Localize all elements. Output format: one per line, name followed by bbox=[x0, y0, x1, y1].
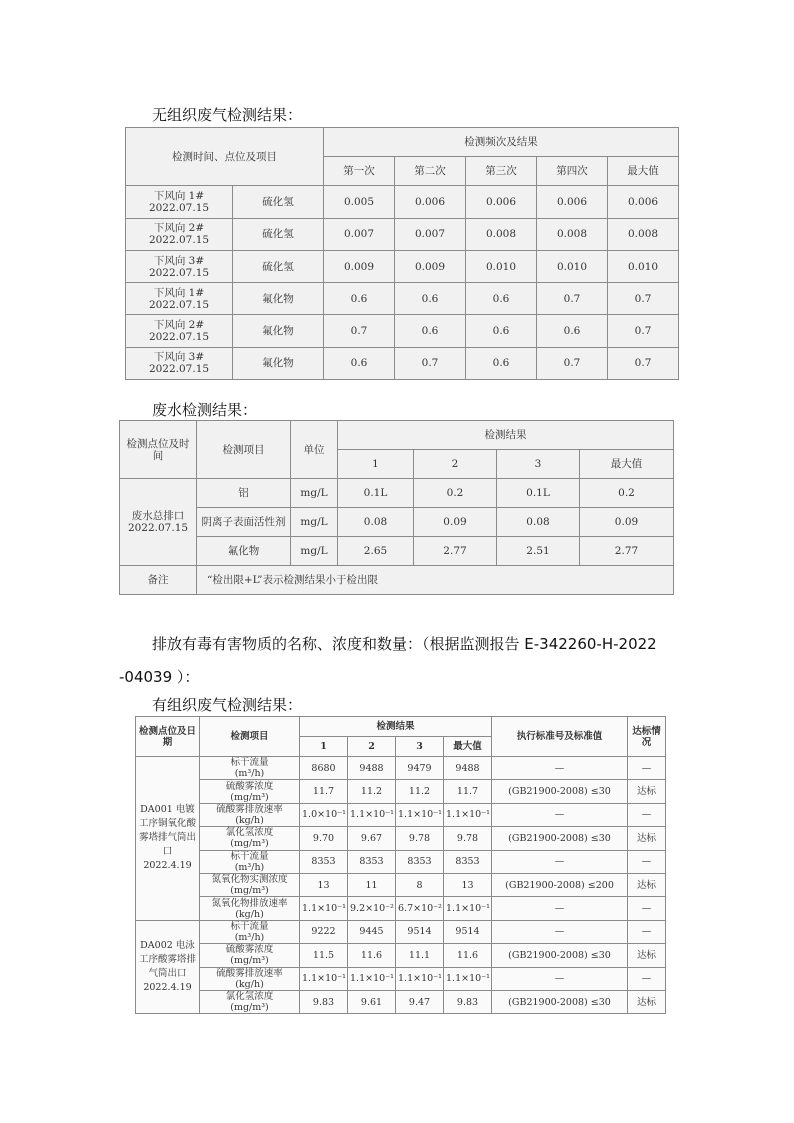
table-row bbox=[136, 757, 666, 780]
value-cell: 11.6 bbox=[348, 944, 396, 967]
value-cell: 2.51 bbox=[497, 537, 580, 566]
col-header: 最大值 bbox=[580, 450, 674, 479]
table-row bbox=[126, 218, 679, 250]
value-cell: 0.7 bbox=[608, 315, 679, 347]
value-cell: 9.78 bbox=[444, 827, 492, 850]
item-cell bbox=[200, 944, 300, 967]
value-cell: 0.6 bbox=[466, 315, 537, 347]
table-fugitive-gas-scan bbox=[125, 127, 678, 380]
col-header: 第四次 bbox=[537, 157, 608, 186]
item-cell: 铝 bbox=[197, 479, 291, 508]
value-cell: 13 bbox=[300, 873, 348, 896]
value-cell: 8353 bbox=[396, 850, 444, 873]
value-cell: 13 bbox=[444, 873, 492, 896]
item-cell bbox=[200, 850, 300, 873]
value-cell: 0.08 bbox=[497, 508, 580, 537]
unit-cell: mg/L bbox=[291, 508, 338, 537]
heading-organized-gas: 有组织废气检测结果： bbox=[152, 696, 303, 714]
item-cell: 氟化物 bbox=[233, 347, 324, 379]
item-unit: (m³/h) bbox=[234, 768, 265, 780]
value-cell: 0.006 bbox=[466, 186, 537, 218]
point-date: 2022.4.19 bbox=[143, 982, 192, 994]
point-cell bbox=[136, 920, 200, 1014]
value-cell: 9.83 bbox=[300, 990, 348, 1013]
item-cell bbox=[200, 990, 300, 1013]
point-date: 2022.07.15 bbox=[148, 202, 210, 215]
value-cell: 1.1×10⁻¹ bbox=[300, 897, 348, 920]
item-name: 标干流量 bbox=[230, 920, 269, 932]
table-row bbox=[136, 803, 666, 826]
item-unit: (mg/m³) bbox=[230, 1002, 269, 1014]
item-name: 硫酸雾排放速率 bbox=[216, 967, 283, 979]
standard-cell: (GB21900-2008) ≤200 bbox=[492, 873, 628, 896]
header-point: 检测点位及时间 bbox=[120, 421, 197, 479]
value-cell: 11 bbox=[348, 873, 396, 896]
value-cell: 11.7 bbox=[444, 780, 492, 803]
header-group: 检测结果 bbox=[338, 421, 674, 450]
item-name: 标干流量 bbox=[230, 757, 269, 769]
status-cell: — bbox=[628, 803, 666, 826]
value-cell: 0.008 bbox=[537, 218, 608, 250]
value-cell: 1.1×10⁻¹ bbox=[444, 803, 492, 826]
item-cell: 阴离子表面活性剂 bbox=[197, 508, 291, 537]
table-row bbox=[136, 873, 666, 896]
item-unit: (kg/h) bbox=[235, 908, 264, 920]
item-unit: (mg/m³) bbox=[230, 838, 269, 850]
table-row bbox=[136, 827, 666, 850]
value-cell: 2.77 bbox=[414, 537, 497, 566]
table-row bbox=[126, 315, 679, 347]
value-cell: 8353 bbox=[348, 850, 396, 873]
standard-cell: (GB21900-2008) ≤30 bbox=[492, 990, 628, 1013]
status-cell: 达标 bbox=[628, 780, 666, 803]
header-left: 检测时间、点位及项目 bbox=[126, 128, 324, 186]
col-header: 1 bbox=[300, 737, 348, 757]
standard-cell: — bbox=[492, 967, 628, 990]
value-cell: 6.7×10⁻² bbox=[396, 897, 444, 920]
point-date: 2022.07.15 bbox=[148, 266, 210, 279]
value-cell: 11.1 bbox=[396, 944, 444, 967]
status-cell: 达标 bbox=[628, 827, 666, 850]
item-unit: (m³/h) bbox=[234, 931, 265, 943]
header-item: 检测项目 bbox=[200, 717, 300, 757]
value-cell: 0.009 bbox=[395, 250, 466, 282]
value-cell: 11.5 bbox=[300, 944, 348, 967]
col-header: 第二次 bbox=[395, 157, 466, 186]
value-cell: 0.2 bbox=[414, 479, 497, 508]
item-unit: (mg/m³) bbox=[230, 791, 269, 803]
value-cell: 1.0×10⁻¹ bbox=[300, 803, 348, 826]
col-header: 2 bbox=[348, 737, 396, 757]
item-unit: (kg/h) bbox=[235, 814, 264, 826]
header-group: 检测结果 bbox=[300, 717, 492, 737]
table-row bbox=[126, 347, 679, 379]
value-cell: 0.09 bbox=[580, 508, 674, 537]
value-cell: 11.2 bbox=[348, 780, 396, 803]
unit-cell: mg/L bbox=[291, 537, 338, 566]
col-header: 3 bbox=[497, 450, 580, 479]
value-cell: 0.6 bbox=[395, 283, 466, 315]
status-cell: — bbox=[628, 850, 666, 873]
header-standard: 执行标准号及标准值 bbox=[492, 717, 628, 757]
status-cell: 达标 bbox=[628, 990, 666, 1013]
table-wastewater-scan bbox=[119, 420, 673, 594]
header-point: 检测点位及日期 bbox=[136, 717, 200, 757]
value-cell: 0.009 bbox=[324, 250, 395, 282]
item-name: 标干流量 bbox=[230, 850, 269, 862]
standard-cell: — bbox=[492, 897, 628, 920]
standard-cell: — bbox=[492, 850, 628, 873]
point-name: 下风向 3# bbox=[153, 254, 205, 267]
item-cell: 氟化物 bbox=[197, 537, 291, 566]
point-date: 2022.07.15 bbox=[148, 363, 210, 376]
value-cell: 9488 bbox=[444, 757, 492, 780]
item-unit: (mg/m³) bbox=[230, 955, 269, 967]
point-cell bbox=[126, 315, 233, 347]
standard-cell: (GB21900-2008) ≤30 bbox=[492, 780, 628, 803]
standard-cell: (GB21900-2008) ≤30 bbox=[492, 827, 628, 850]
value-cell: 9.70 bbox=[300, 827, 348, 850]
value-cell: 9.2×10⁻² bbox=[348, 897, 396, 920]
header-group: 检测频次及结果 bbox=[324, 128, 679, 157]
table-row bbox=[126, 186, 679, 218]
status-cell: — bbox=[628, 920, 666, 943]
col-header: 第三次 bbox=[466, 157, 537, 186]
value-cell: 9222 bbox=[300, 920, 348, 943]
point-cell bbox=[126, 186, 233, 218]
value-cell: 0.006 bbox=[395, 186, 466, 218]
point-cell bbox=[126, 347, 233, 379]
table-wastewater bbox=[119, 420, 674, 595]
item-name: 硫酸雾浓度 bbox=[225, 780, 274, 792]
value-cell: 9.78 bbox=[396, 827, 444, 850]
item-cell: 硫化氢 bbox=[233, 250, 324, 282]
value-cell: 0.007 bbox=[324, 218, 395, 250]
item-name: 氮氧化物排放速率 bbox=[211, 897, 288, 909]
point-date: 2022.07.15 bbox=[148, 234, 210, 247]
discharge-line-1: 排放有毒有害物质的名称、浓度和数量：（根据监测报告 E-342260-H-2022 bbox=[152, 635, 657, 653]
value-cell: 0.6 bbox=[466, 283, 537, 315]
value-cell: 0.1L bbox=[338, 479, 414, 508]
value-cell: 9445 bbox=[348, 920, 396, 943]
value-cell: 0.7 bbox=[395, 347, 466, 379]
item-cell bbox=[200, 780, 300, 803]
table-row bbox=[136, 990, 666, 1013]
value-cell: 1.1×10⁻¹ bbox=[348, 967, 396, 990]
value-cell: 2.65 bbox=[338, 537, 414, 566]
point-name: DA002 电泳工序酸雾塔排气筒出口 bbox=[138, 940, 196, 980]
item-unit: (mg/m³) bbox=[230, 885, 269, 897]
item-cell bbox=[200, 873, 300, 896]
standard-cell: — bbox=[492, 803, 628, 826]
unit-cell: mg/L bbox=[291, 479, 338, 508]
item-cell bbox=[200, 920, 300, 943]
value-cell: 9514 bbox=[444, 920, 492, 943]
col-header: 2 bbox=[414, 450, 497, 479]
item-unit: (m³/h) bbox=[234, 861, 265, 873]
value-cell: 9.47 bbox=[396, 990, 444, 1013]
item-name: 氯化氢浓度 bbox=[225, 827, 274, 839]
item-cell bbox=[200, 803, 300, 826]
point-date: 2022.4.19 bbox=[143, 860, 192, 872]
item-unit: (kg/h) bbox=[235, 978, 264, 990]
value-cell: 8 bbox=[396, 873, 444, 896]
item-name: 硫酸雾排放速率 bbox=[216, 803, 283, 815]
value-cell: 0.08 bbox=[338, 508, 414, 537]
item-name: 硫酸雾浓度 bbox=[225, 944, 274, 956]
point-cell bbox=[126, 283, 233, 315]
table-organized-gas-scan bbox=[135, 716, 665, 1014]
header-status: 达标情况 bbox=[628, 717, 666, 757]
value-cell: 0.6 bbox=[324, 347, 395, 379]
value-cell: 9514 bbox=[396, 920, 444, 943]
note-label: 备注 bbox=[120, 566, 197, 595]
table-row bbox=[136, 967, 666, 990]
status-cell: 达标 bbox=[628, 873, 666, 896]
value-cell: 0.6 bbox=[537, 315, 608, 347]
item-name: 氯化氢浓度 bbox=[225, 991, 274, 1003]
value-cell: 0.2 bbox=[580, 479, 674, 508]
value-cell: 0.7 bbox=[324, 315, 395, 347]
heading-wastewater: 废水检测结果： bbox=[152, 401, 258, 419]
value-cell: 9488 bbox=[348, 757, 396, 780]
item-cell: 氟化物 bbox=[233, 283, 324, 315]
table-row bbox=[126, 250, 679, 282]
value-cell: 9.61 bbox=[348, 990, 396, 1013]
value-cell: 8680 bbox=[300, 757, 348, 780]
table-row bbox=[136, 780, 666, 803]
point-name: DA001 电镀工序铜氧化酸雾塔排气筒出口 bbox=[138, 804, 196, 858]
value-cell: 1.1×10⁻¹ bbox=[396, 803, 444, 826]
note-text: “检出限+L”表示检测结果小于检出限 bbox=[197, 566, 674, 595]
status-cell: — bbox=[628, 897, 666, 920]
table-fugitive-gas bbox=[125, 127, 679, 380]
table-organized-gas bbox=[135, 716, 666, 1014]
item-cell bbox=[200, 897, 300, 920]
value-cell: 0.7 bbox=[537, 283, 608, 315]
value-cell: 0.7 bbox=[608, 347, 679, 379]
point-name: 下风向 2# bbox=[153, 222, 205, 235]
col-header: 最大值 bbox=[444, 737, 492, 757]
col-header: 1 bbox=[338, 450, 414, 479]
point-name: 下风向 2# bbox=[153, 319, 205, 332]
point-cell: 废水总排口 2022.07.15 bbox=[120, 479, 197, 566]
value-cell: 0.010 bbox=[537, 250, 608, 282]
value-cell: 0.006 bbox=[608, 186, 679, 218]
standard-cell: — bbox=[492, 920, 628, 943]
table-row bbox=[136, 897, 666, 920]
header-item: 检测项目 bbox=[197, 421, 291, 479]
item-cell bbox=[200, 827, 300, 850]
point-date: 2022.07.15 bbox=[148, 331, 210, 344]
point-cell bbox=[136, 757, 200, 921]
value-cell: 9.83 bbox=[444, 990, 492, 1013]
value-cell: 11.7 bbox=[300, 780, 348, 803]
value-cell: 0.010 bbox=[466, 250, 537, 282]
point-cell bbox=[126, 250, 233, 282]
value-cell: 0.1L bbox=[497, 479, 580, 508]
value-cell: 0.010 bbox=[608, 250, 679, 282]
value-cell: 0.6 bbox=[466, 347, 537, 379]
point-name: 下风向 3# bbox=[153, 351, 205, 364]
value-cell: 0.008 bbox=[466, 218, 537, 250]
col-header: 第一次 bbox=[324, 157, 395, 186]
value-cell: 8353 bbox=[300, 850, 348, 873]
value-cell: 2.77 bbox=[580, 537, 674, 566]
item-cell: 硫化氢 bbox=[233, 218, 324, 250]
value-cell: 0.006 bbox=[537, 186, 608, 218]
value-cell: 0.6 bbox=[395, 315, 466, 347]
value-cell: 1.1×10⁻¹ bbox=[348, 803, 396, 826]
value-cell: 1.1×10⁻¹ bbox=[396, 967, 444, 990]
value-cell: 8353 bbox=[444, 850, 492, 873]
value-cell: 0.007 bbox=[395, 218, 466, 250]
col-header: 3 bbox=[396, 737, 444, 757]
value-cell: 11.2 bbox=[396, 780, 444, 803]
value-cell: 0.7 bbox=[608, 283, 679, 315]
value-cell: 0.6 bbox=[324, 283, 395, 315]
point-name: 下风向 1# bbox=[153, 286, 205, 299]
item-name: 氮氧化物实测浓度 bbox=[211, 874, 288, 886]
value-cell: 0.09 bbox=[414, 508, 497, 537]
item-cell bbox=[200, 757, 300, 780]
value-cell: 9479 bbox=[396, 757, 444, 780]
value-cell: 0.7 bbox=[537, 347, 608, 379]
table-row bbox=[136, 850, 666, 873]
col-header: 最大值 bbox=[608, 157, 679, 186]
point-cell bbox=[126, 218, 233, 250]
header-unit: 单位 bbox=[291, 421, 338, 479]
status-cell: 达标 bbox=[628, 944, 666, 967]
item-cell: 硫化氢 bbox=[233, 186, 324, 218]
standard-cell: — bbox=[492, 757, 628, 780]
standard-cell: (GB21900-2008) ≤30 bbox=[492, 944, 628, 967]
value-cell: 1.1×10⁻¹ bbox=[444, 897, 492, 920]
value-cell: 1.1×10⁻¹ bbox=[300, 967, 348, 990]
discharge-line-2: -04039 ）： bbox=[119, 668, 200, 686]
value-cell: 9.67 bbox=[348, 827, 396, 850]
heading-fugitive-gas: 无组织废气检测结果： bbox=[152, 106, 303, 124]
table-row bbox=[136, 920, 666, 943]
item-cell bbox=[200, 967, 300, 990]
table-row bbox=[136, 944, 666, 967]
table-row bbox=[126, 283, 679, 315]
value-cell: 11.6 bbox=[444, 944, 492, 967]
point-date: 2022.07.15 bbox=[148, 298, 210, 311]
value-cell: 1.1×10⁻¹ bbox=[444, 967, 492, 990]
value-cell: 0.008 bbox=[608, 218, 679, 250]
value-cell: 0.005 bbox=[324, 186, 395, 218]
item-cell: 氟化物 bbox=[233, 315, 324, 347]
point-name: 下风向 1# bbox=[153, 190, 205, 203]
status-cell: — bbox=[628, 967, 666, 990]
status-cell: — bbox=[628, 757, 666, 780]
